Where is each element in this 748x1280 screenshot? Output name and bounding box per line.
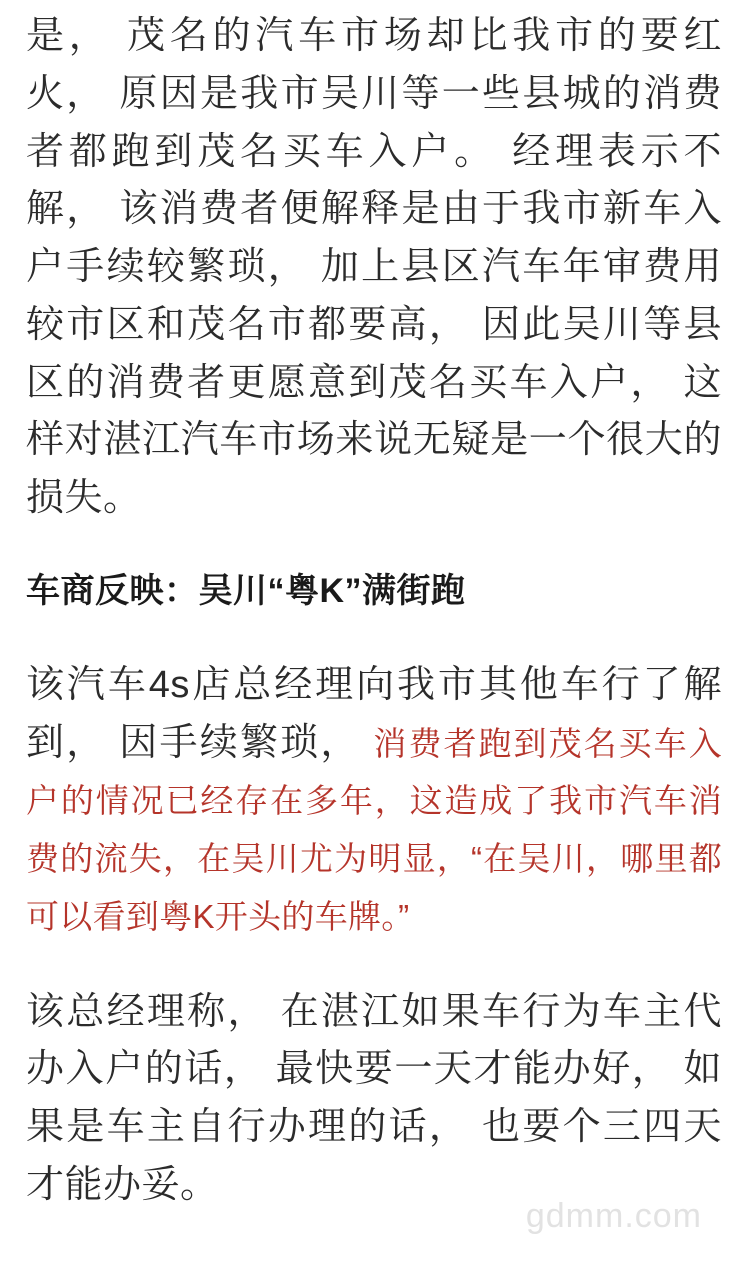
paragraph-dealer-report bbox=[26, 657, 722, 946]
paragraph-lead-text: 该汽车4s店总经理向我市其他车行了解到， 因手续繁琐， bbox=[26, 663, 722, 764]
section-subheading: 车商反映：吴川“粤K”满街跑 bbox=[26, 571, 466, 610]
site-watermark: gdmm.com bbox=[525, 1197, 702, 1235]
paragraph-closing: 该总经理称， 在湛江如果车行为车主代办入户的话， 最快要一天才能办好， 如果是车主自行办理的话， 也要个三四天才能办妥。 bbox=[26, 990, 722, 1206]
highlighted-quote: 消费者跑到茂名买车入户的情况已经存在多年，这造成了我市汽车消费的流失，在吴川尤为明显，“在吴川，哪里都可以看到粤K开头的车牌。” bbox=[26, 724, 722, 935]
paragraph-intro: 是， 茂名的汽车市场却比我市的要红火， 原因是我市吴川等一些县城的消费者都跑到茂名买车入户。 经理表示不解， 该消费者便解释是由于我市新车入户手续较繁琐， 加上县区汽车年审费用较市区和茂名市都要高， 因此吴川等县区的消费者更愿意到茂名买车入户， 这样对湛江汽车市场来说无疑是一个很大的损失。 bbox=[26, 15, 722, 519]
